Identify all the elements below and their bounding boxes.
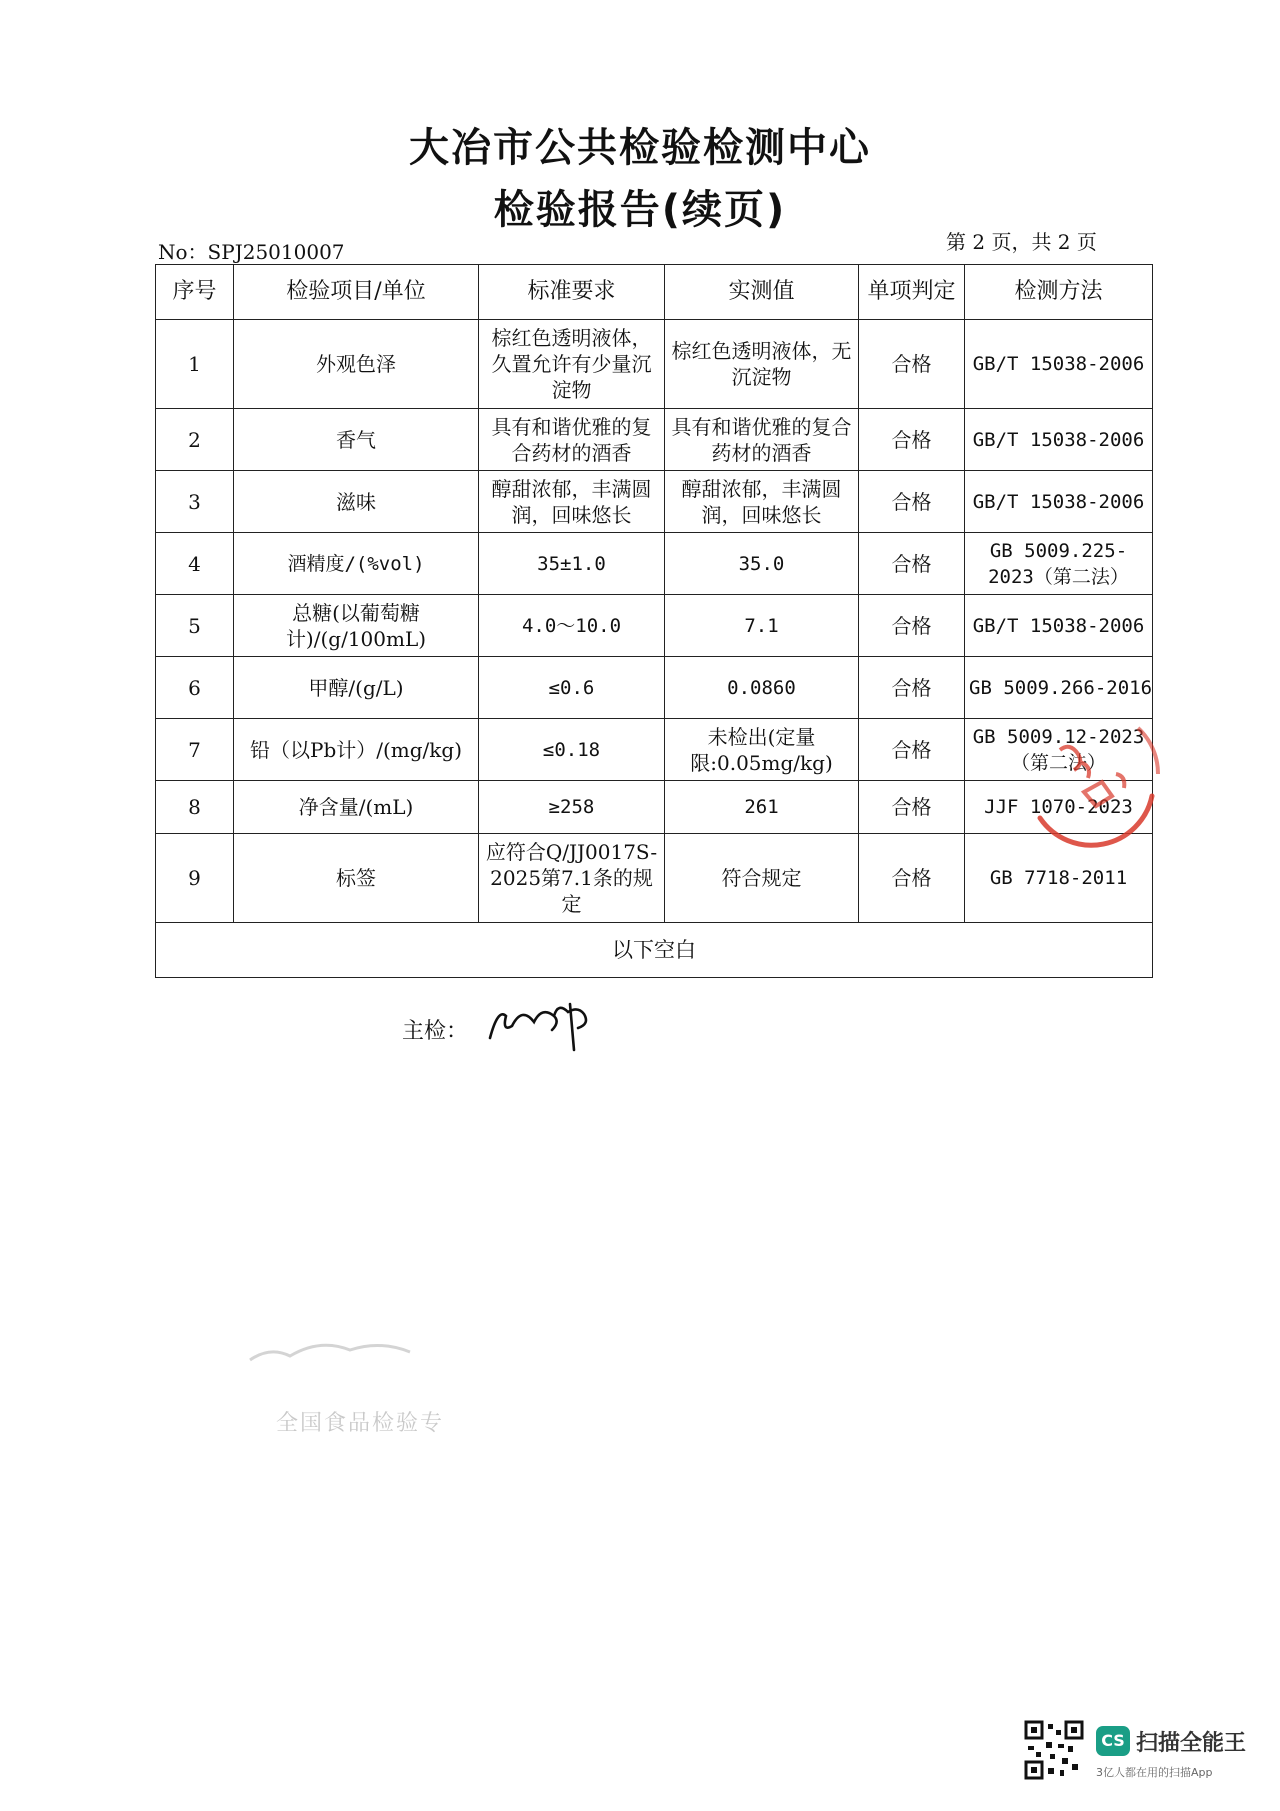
inspector-label: 主检： [402, 1019, 469, 1044]
inspection-results-table [155, 264, 1153, 978]
row-verdict: 合格 [859, 719, 965, 781]
row-measured: 未检出(定量限:0.05mg/kg) [665, 719, 859, 781]
row-item: 标签 [234, 834, 479, 923]
header-method: 检测方法 [965, 265, 1153, 320]
row-method: GB 5009.266-2016 [965, 657, 1153, 719]
row-verdict: 合格 [859, 471, 965, 533]
row-no: 1 [156, 320, 234, 409]
row-method: GB/T 15038-2006 [965, 320, 1153, 409]
report-title: 检验报告(续页) [493, 187, 787, 233]
row-verdict: 合格 [859, 595, 965, 657]
org-title: 大冶市公共检验检测中心 [409, 125, 871, 171]
row-method: GB/T 15038-2006 [965, 595, 1153, 657]
row-item: 外观色泽 [234, 320, 479, 409]
row-method: GB/T 15038-2006 [965, 409, 1153, 471]
table-row [156, 533, 1153, 595]
row-method: GB 5009.225-2023（第二法） [965, 533, 1153, 595]
row-measured: 醇甜浓郁，丰满圆润，回味悠长 [665, 471, 859, 533]
row-no: 5 [156, 595, 234, 657]
row-item: 总糖(以葡萄糖计)/(g/100mL) [234, 595, 479, 657]
header-standard: 标准要求 [479, 265, 665, 320]
row-measured: 35.0 [665, 533, 859, 595]
row-item: 酒精度/(%vol) [234, 533, 479, 595]
row-standard: 4.0～10.0 [479, 595, 665, 657]
row-item: 甲醇/(g/L) [234, 657, 479, 719]
faint-stamp: 全国食品检验专 [276, 1411, 445, 1436]
header-item: 检验项目/单位 [234, 265, 479, 320]
row-item: 铅（以Pb计）/(mg/kg) [234, 719, 479, 781]
table-row [156, 719, 1153, 781]
row-method: GB 7718-2011 [965, 834, 1153, 923]
row-verdict: 合格 [859, 320, 965, 409]
page-indicator: 第 2 页，共 2 页 [946, 230, 1097, 254]
row-standard: ≤0.18 [479, 719, 665, 781]
header-measured: 实测值 [665, 265, 859, 320]
row-verdict: 合格 [859, 409, 965, 471]
row-standard: ≤0.6 [479, 657, 665, 719]
row-standard: 具有和谐优雅的复合药材的酒香 [479, 409, 665, 471]
table-row [156, 834, 1153, 923]
table-row [156, 409, 1153, 471]
row-measured: 棕红色透明液体，无沉淀物 [665, 320, 859, 409]
row-verdict: 合格 [859, 657, 965, 719]
row-item: 净含量/(mL) [234, 781, 479, 834]
table-header-row [156, 265, 1153, 320]
row-measured: 具有和谐优雅的复合药材的酒香 [665, 409, 859, 471]
header-no: 序号 [156, 265, 234, 320]
row-method: JJF 1070-2023 [965, 781, 1153, 834]
row-standard: 棕红色透明液体，久置允许有少量沉淀物 [479, 320, 665, 409]
faint-marks-icon [240, 1330, 420, 1370]
row-verdict: 合格 [859, 533, 965, 595]
row-measured: 符合规定 [665, 834, 859, 923]
scanner-watermark [1024, 1720, 1264, 1790]
row-standard: 应符合Q/JJ0017S-2025第7.1条的规定 [479, 834, 665, 923]
table-row [156, 657, 1153, 719]
row-no: 8 [156, 781, 234, 834]
table-row [156, 595, 1153, 657]
table-row [156, 781, 1153, 834]
row-standard: 醇甜浓郁，丰满圆润，回味悠长 [479, 471, 665, 533]
inspector-signature-icon [484, 986, 614, 1056]
report-number: No：SPJ25010007 [158, 240, 345, 264]
qr-code-icon [1024, 1720, 1084, 1780]
header-verdict: 单项判定 [859, 265, 965, 320]
row-verdict: 合格 [859, 781, 965, 834]
row-method: GB 5009.12-2023（第二法） [965, 719, 1153, 781]
row-no: 4 [156, 533, 234, 595]
row-measured: 0.0860 [665, 657, 859, 719]
table-row [156, 320, 1153, 409]
row-no: 3 [156, 471, 234, 533]
row-measured: 261 [665, 781, 859, 834]
row-no: 9 [156, 834, 234, 923]
row-no: 7 [156, 719, 234, 781]
row-method: GB/T 15038-2006 [965, 471, 1153, 533]
row-standard: ≥258 [479, 781, 665, 834]
row-no: 2 [156, 409, 234, 471]
scanner-slogan: 3亿人都在用的扫描App [1096, 1766, 1213, 1779]
row-standard: 35±1.0 [479, 533, 665, 595]
row-item: 香气 [234, 409, 479, 471]
blank-note-row [156, 923, 1153, 978]
cs-logo: CS [1096, 1726, 1130, 1756]
table-row [156, 471, 1153, 533]
row-verdict: 合格 [859, 834, 965, 923]
row-no: 6 [156, 657, 234, 719]
scanner-app-name: 扫描全能王 [1136, 1731, 1247, 1756]
row-item: 滋味 [234, 471, 479, 533]
row-measured: 7.1 [665, 595, 859, 657]
blank-note: 以下空白 [156, 923, 1153, 978]
